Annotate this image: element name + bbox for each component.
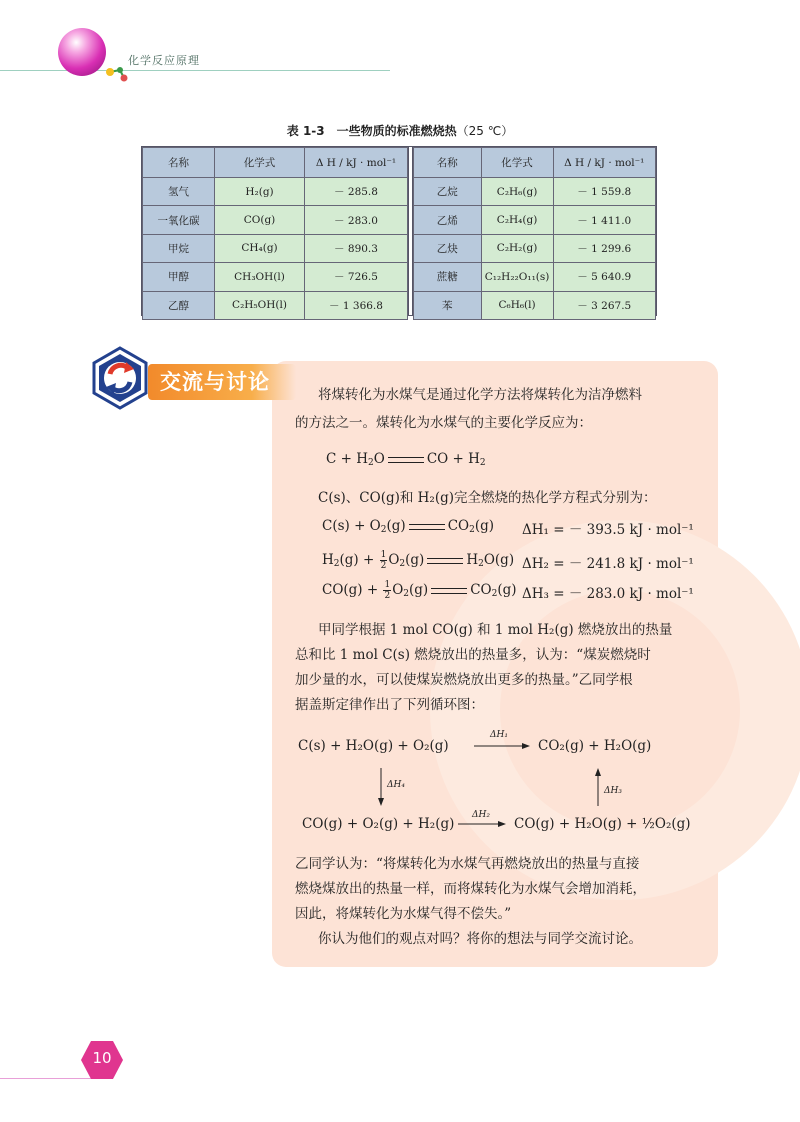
equation-3-dh: ΔH₃ = － 283.0 kJ · mol⁻¹ [522, 586, 694, 602]
substance-dh: － 283.0 [305, 206, 408, 234]
label-dh4: ΔH₄ [387, 780, 405, 790]
substance-formula: C₆H₆(l) [481, 291, 553, 319]
substance-dh: － 1 299.6 [553, 234, 655, 262]
page-number: 10 [92, 1049, 112, 1067]
substance-name: 乙烯 [414, 206, 482, 234]
substance-name: 苯 [414, 291, 482, 319]
column-header-dh: Δ H / kJ · mol⁻¹ [553, 148, 655, 178]
substance-formula: C₁₂H₂₂O₁₁(s) [481, 263, 553, 291]
arrow-dh4-head [378, 798, 384, 806]
cycle-bottom-left: CO(g) + O₂(g) + H₂(g) [302, 816, 455, 832]
cycle-bottom-right: CO(g) + H₂O(g) + ½O₂(g) [514, 816, 691, 832]
water-gas-reaction: $C + H_2O$ CO + $H_2$ [326, 451, 486, 468]
substance-dh: － 5 640.9 [553, 263, 655, 291]
substance-dh: － 1 366.8 [305, 291, 408, 319]
book-title: 化学反应原理 [128, 54, 200, 67]
table-caption-title: 表 1-3 一些物质的标准燃烧热 [286, 124, 457, 138]
equation-1: $C(s) + O_2(g)$ $CO_2(g)$ [322, 518, 495, 535]
substance-name: 乙醇 [143, 291, 215, 319]
column-header-name: 名称 [143, 148, 215, 178]
substance-name: 氢气 [143, 178, 215, 206]
arrow-dh3-head [595, 768, 601, 776]
column-header-name: 名称 [414, 148, 482, 178]
cycle-top-right: CO₂(g) + H₂O(g) [538, 738, 652, 754]
para-a-line-1: 甲同学根据 1 mol CO(g) 和 1 mol H₂(g) 燃烧放出的热量 [318, 622, 673, 638]
intro-line-2: 的方法之一。煤转化为水煤气的主要化学反应为： [295, 415, 592, 431]
column-header-formula: 化学式 [215, 148, 305, 178]
para-a-line-2: 总和比 1 mol C(s) 燃烧放出的热量多，认为：“煤炭燃烧时 [295, 647, 651, 663]
substance-formula: H₂(g) [215, 178, 305, 206]
discussion-question: 你认为他们的观点对吗？将你的想法与同学交流讨论。 [318, 931, 642, 947]
substance-name: 乙烷 [414, 178, 482, 206]
para-b-line-3: 因此，将煤转化为水煤气得不偿失。” [295, 906, 512, 922]
substance-dh: － 285.8 [305, 178, 408, 206]
substance-dh: － 1 411.0 [553, 206, 655, 234]
arrow-dh1-head [522, 743, 530, 749]
substance-dh: － 3 267.5 [553, 291, 655, 319]
label-dh2: ΔH₂ [472, 810, 490, 820]
substance-formula: CH₄(g) [215, 234, 305, 262]
substance-formula: C₂H₅OH(l) [215, 291, 305, 319]
combustion-intro: C(s)、CO(g)和 H₂(g)完全燃烧的热化学方程式分别为： [318, 490, 657, 506]
para-a-line-4: 据盖斯定律作出了下列循环图： [295, 697, 484, 713]
substance-dh: － 726.5 [305, 263, 408, 291]
para-b-line-2: 燃烧煤放出的热量一样，而将煤转化为水煤气会增加消耗， [295, 881, 646, 897]
substance-formula: C₂H₄(g) [481, 206, 553, 234]
equation-1-dh: ΔH₁ = － 393.5 kJ · mol⁻¹ [522, 522, 694, 538]
discussion-title: 交流与讨论 [160, 370, 270, 394]
substance-dh: － 890.3 [305, 234, 408, 262]
substance-dh: － 1 559.8 [553, 178, 655, 206]
substance-name: 乙炔 [414, 234, 482, 262]
table-caption-condition: （25 ℃） [456, 124, 514, 138]
substance-name: 甲烷 [143, 234, 215, 262]
label-dh3: ΔH₃ [604, 786, 622, 796]
arrow-dh2-head [498, 821, 506, 827]
substance-name: 一氧化碳 [143, 206, 215, 234]
cycle-top-left: C(s) + H₂O(g) + O₂(g) [298, 738, 449, 754]
equation-2-dh: ΔH₂ = － 241.8 kJ · mol⁻¹ [522, 556, 694, 572]
substance-formula: CH₃OH(l) [215, 263, 305, 291]
substance-formula: CO(g) [215, 206, 305, 234]
label-dh1: ΔH₁ [490, 730, 508, 740]
para-a-line-3: 加少量的水，可以使煤炭燃烧放出更多的热量。”乙同学根 [295, 672, 633, 688]
substance-name: 蔗糖 [414, 263, 482, 291]
substance-name: 甲醇 [143, 263, 215, 291]
substance-formula: C₂H₆(g) [481, 178, 553, 206]
equation-2: $H_2(g)$ + $\frac{1}{2}$ $O_2(g)$ $H_2O(g)$ [322, 550, 515, 571]
para-b-line-1: 乙同学认为：“将煤转化为水煤气再燃烧放出的热量与直接 [295, 856, 640, 872]
equation-3: CO(g) + $\frac{1}{2}$ $O_2(g)$ $CO_2(g)$ [322, 580, 517, 601]
substance-formula: C₂H₂(g) [481, 234, 553, 262]
intro-line-1: 将煤转化为水煤气是通过化学方法将煤转化为洁净燃料 [318, 387, 642, 403]
column-header-dh: Δ H / kJ · mol⁻¹ [305, 148, 408, 178]
column-header-formula: 化学式 [481, 148, 553, 178]
